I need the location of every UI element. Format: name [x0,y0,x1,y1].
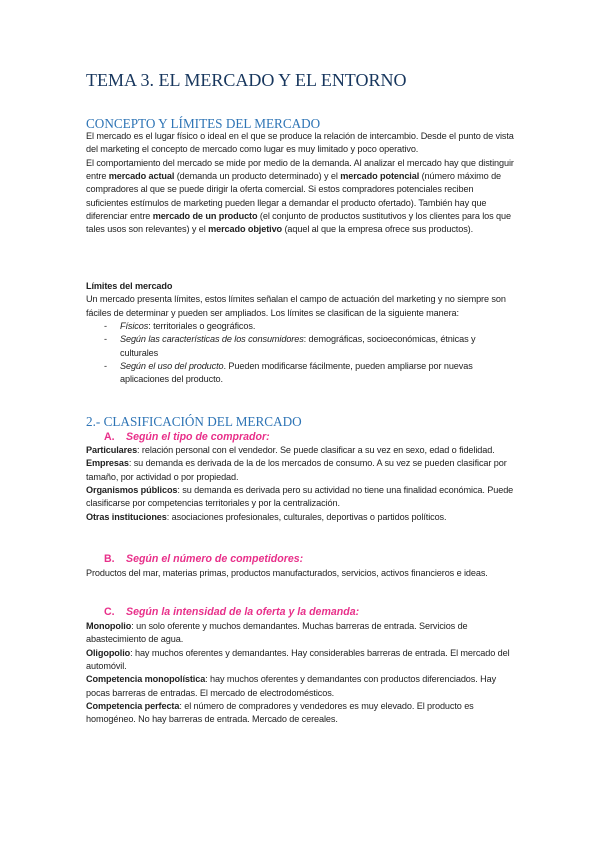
item-term: Oligopolio [86,647,131,658]
item-term: Organismos públicos [86,485,178,496]
limit-text: : territoriales o geográficos. [148,321,256,332]
item-text: : su demanda es derivada de la de los mercados de consumo. A su vez se pueden clasificar por tamaño, por actividad o por propiedad. [86,458,507,482]
limits-heading: Límites del mercado [86,281,173,291]
list-item [86,620,514,647]
item-text: : el número de compradores y vendedores es muy elevado. El producto es homogéneo. No hay barreras de entrada. Mercado de cereales. [86,701,474,725]
limit-label: Físicos [120,321,149,332]
subheading-letter: C. [104,606,115,618]
term-mercado-objetivo: mercado objetivo [208,224,283,235]
paragraph-competidores: Productos del mar, materias primas, productos manufacturados, servicios, activos financieros e ideas. [86,568,488,578]
item-term: Otras instituciones [86,511,167,522]
item-text: : hay muchos oferentes y demandantes. Hay considerables barreras de entrada. El mercado del automóvil. [86,647,510,672]
section-limites [86,280,514,387]
item-text: : asociaciones profesionales, culturales, deportivas o partidos políticos. [166,511,447,522]
list-item [86,360,514,387]
subheading-title: Según la intensidad de la oferta y la demanda: [126,606,360,618]
subheading-letter: B. [104,553,115,565]
section-tipo-comprador [86,444,514,524]
subheading-numero-competidores [104,553,303,565]
term-mercado-potencial: mercado potencial [340,171,420,182]
subheading-letter: A. [104,431,115,443]
section-concepto-body [86,130,514,237]
item-term: Empresas [86,458,129,469]
list-item [86,484,514,511]
limit-label: Según el uso del producto [120,361,224,372]
item-term: Competencia monopolística [86,674,206,685]
section-numero-competidores [86,567,514,580]
page-title: TEMA 3. EL MERCADO Y EL ENTORNO [86,70,407,90]
text-run: (el conjunto de productos sustitutivos y los clientes para los que tales usos son relevantes) y el [86,211,511,235]
list-item [86,673,514,700]
limits-intro: Un mercado presenta límites, estos límites señalan el campo de actuación del marketing y no siempre son fáciles de determinar y pueden ser ampliados. Los límites se clasifican de la siguiente manera: [86,294,506,318]
item-term: Particulares [86,445,138,455]
list-item [86,333,514,360]
text-run: (aquel al que la empresa ofrece sus productos). [282,224,474,235]
term-mercado-actual: mercado actual [108,171,175,182]
item-text: : su demanda es derivada pero su actividad no tiene una finalidad económica. Puede clasificarse por competencias territoriales y por la centralización. [86,485,514,509]
limit-text: : demográficas, socioeconómicas, étnicas y culturales [120,334,476,358]
subheading-intensidad [104,606,359,618]
list-item [86,511,514,524]
subheading-tipo-comprador [104,431,270,443]
limit-label: Según las características de los consumidores [120,334,304,345]
section-heading-concepto: CONCEPTO Y LÍMITES DEL MERCADO [86,116,321,131]
text-run: (número máximo de compradores al que se puede dirigir la oferta comercial. Si estos compradores potenciales reciben suficientes estímulos de marketing pueden llegar a demandar el producto ofertado). También hay que diferenciar entre [86,171,502,222]
section-heading-clasificacion: 2.- CLASIFICACIÓN DEL MERCADO [86,414,302,429]
subheading-title: Según el tipo de comprador: [126,431,270,443]
paragraph-comportamiento [86,157,514,237]
list-item [86,700,514,727]
limit-text: . Pueden modificarse fácilmente, pueden ampliarse por nuevas aplicaciones del producto. [120,361,473,385]
item-term: Competencia perfecta [86,701,180,712]
section-intensidad [86,620,514,727]
item-term: Monopolio [86,621,132,631]
term-mercado-producto: mercado de un producto [152,211,258,222]
list-item [86,444,514,457]
list-item [86,457,514,484]
dash-bullet: - [104,361,107,372]
text-run: El comportamiento del mercado se mide por medio de la demanda. Al analizar el mercado hay que distinguir entre [86,157,514,182]
paragraph-definicion: El mercado es el lugar físico o ideal en el que se produce la relación de intercambio. Desde el punto de vista del marketing el concepto de mercado como lugar es muy limitado y poco operativo. [86,131,514,155]
dash-bullet: - [104,321,107,332]
item-text: : hay muchos oferentes y demandantes con productos diferenciados. Hay pocas barreras de entradas. El mercado de electrodomésticos. [86,674,497,698]
list-item [86,320,514,333]
dash-bullet: - [104,334,107,345]
limits-list [86,320,514,387]
item-text: : relación personal con el vendedor. Se puede clasificar a su vez en sexo, edad o fidelidad. [137,445,495,455]
subheading-title: Según el número de competidores: [126,553,304,565]
list-item [86,647,514,674]
text-run: (demanda un producto determinado) y el [174,171,341,182]
item-text: : un solo oferente y muchos demandantes. Muchas barreras de entrada. Servicios de abastecimiento de agua. [86,621,468,645]
